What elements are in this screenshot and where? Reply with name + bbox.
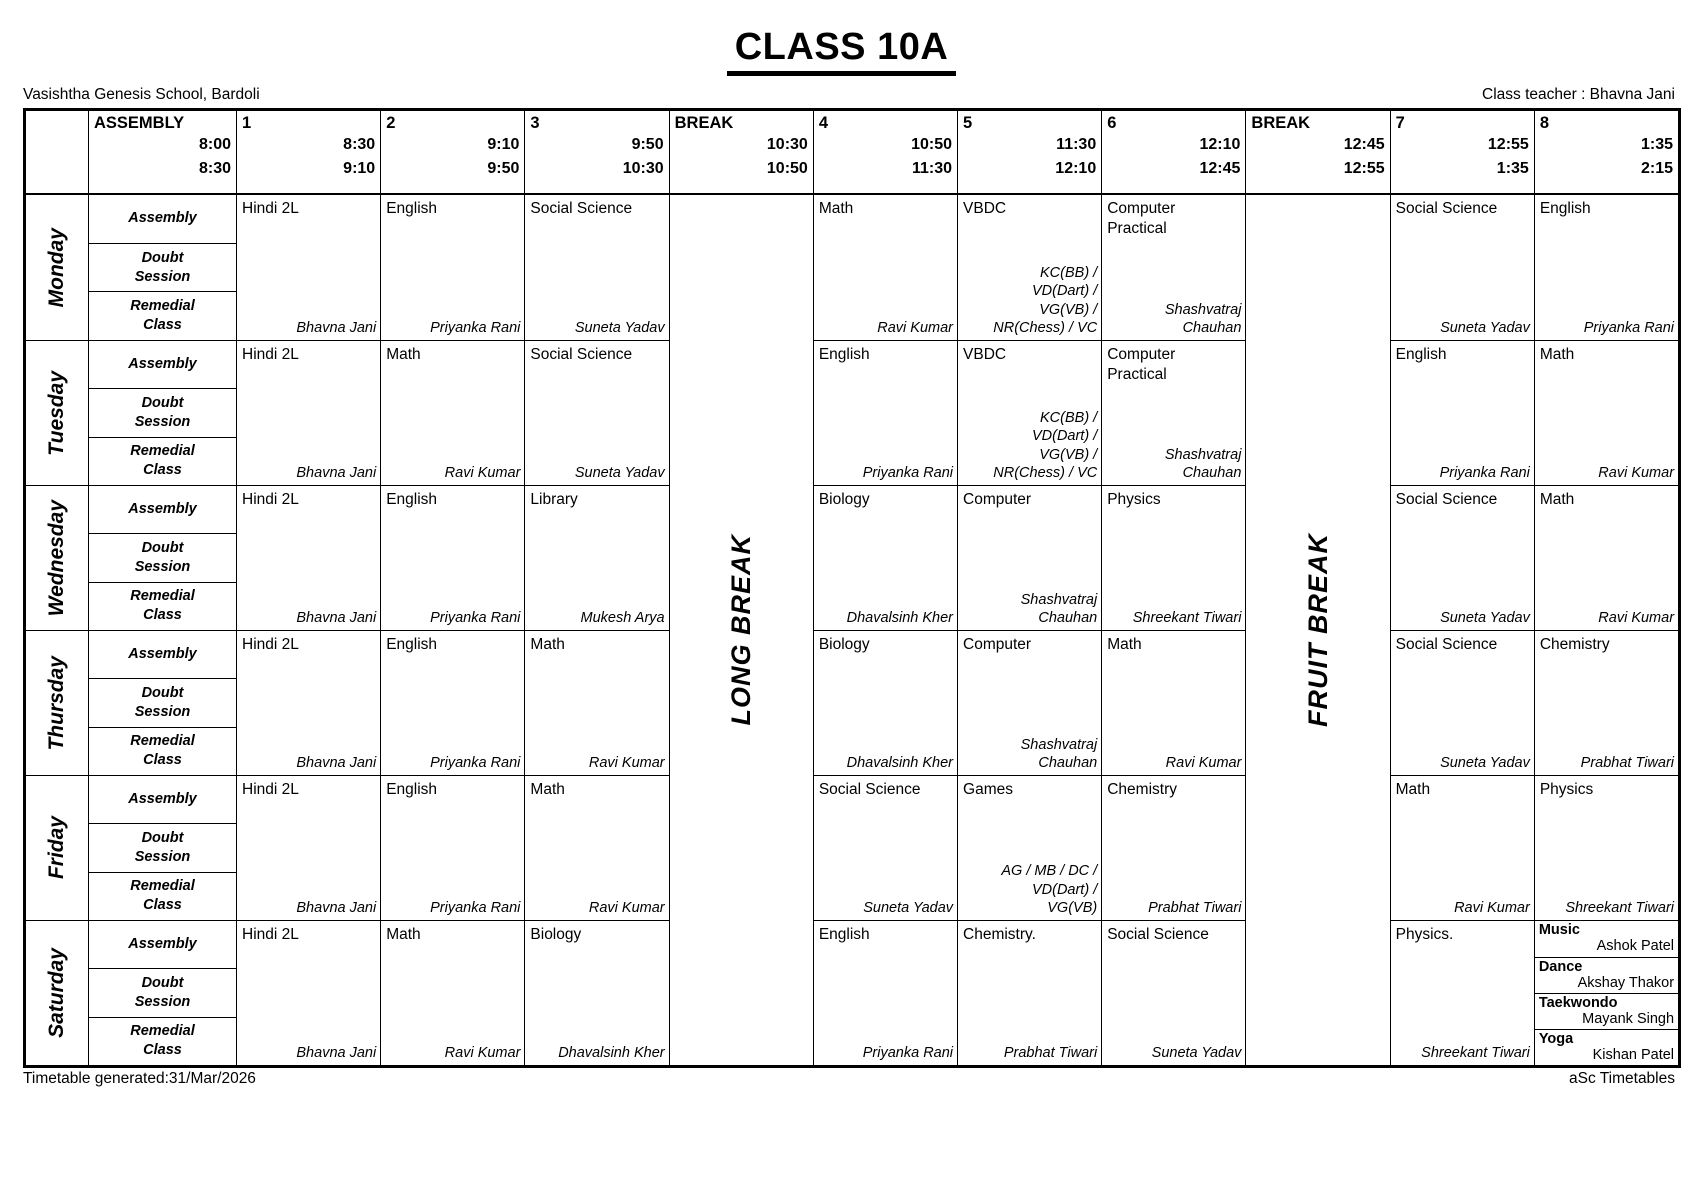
day-label-wednesday <box>26 485 88 630</box>
period-header-label: 8 <box>1539 114 1550 132</box>
assembly-row-text: Remedial Class <box>130 733 195 769</box>
timetable-table <box>23 108 1681 1068</box>
period-header-6-5 <box>957 111 1101 193</box>
activity-subject-label: Dance <box>1538 959 1583 975</box>
period-end-time: 8:30 <box>198 160 231 177</box>
period-cell-friday-8 <box>1535 775 1678 920</box>
teacher-label: Ravi Kumar <box>444 465 521 482</box>
subject-label: Games <box>963 781 1013 798</box>
teacher-label: Dhavalsinh Kher <box>846 610 954 627</box>
period-header-7-6 <box>1101 111 1245 193</box>
subject-label: Computer <box>963 491 1032 508</box>
footer-row <box>23 1070 1675 1088</box>
teacher-label: Ravi Kumar <box>877 320 954 337</box>
day-name-text: Monday <box>45 227 68 308</box>
period-cell-wednesday-2 <box>381 485 524 630</box>
assembly-group-monday <box>89 195 236 340</box>
class-teacher: Class teacher : Bhavna Jani <box>1482 86 1675 103</box>
teacher-label: Ravi Kumar <box>1598 610 1675 627</box>
teacher-label: Mukesh Arya <box>580 610 665 627</box>
period-cell-thursday-2 <box>381 630 524 775</box>
period-header-label: BREAK <box>674 114 734 132</box>
period-cell-friday-3 <box>525 775 668 920</box>
period-start-time: 9:10 <box>487 136 520 153</box>
period-header-label: 4 <box>818 114 828 132</box>
teacher-label: Ravi Kumar <box>588 755 665 772</box>
period-cell-friday-1 <box>237 775 380 920</box>
period-start-time: 12:10 <box>1199 136 1241 153</box>
teacher-label: KC(BB) / VD(Dart) / VG(VB) / NR(Chess) / VC <box>993 264 1098 337</box>
subject-label: English <box>386 781 438 798</box>
day-name-text: Tuesday <box>45 370 68 456</box>
assembly-group-thursday <box>89 630 236 775</box>
period-cell-wednesday-6 <box>1102 485 1245 630</box>
period-header-label: BREAK <box>1251 114 1311 132</box>
period-header-label: 3 <box>530 114 540 132</box>
assembly-row-text: Assembly <box>128 356 197 373</box>
period-header-label: 6 <box>1107 114 1117 132</box>
subject-label: Library <box>530 491 578 508</box>
meta-row <box>23 86 1675 104</box>
subject-label: English <box>818 346 870 363</box>
fruit-break-cell <box>1246 195 1389 1065</box>
teacher-label: Ravi Kumar <box>1598 465 1675 482</box>
activity-cell-yoga <box>1535 1029 1678 1065</box>
period-cell-tuesday-6 <box>1102 340 1245 485</box>
period-cell-tuesday-2 <box>381 340 524 485</box>
teacher-label: Suneta Yadav <box>1440 610 1530 627</box>
subject-label: Math <box>1395 781 1431 798</box>
subject-label: Biology <box>818 491 870 508</box>
period-start-time: 12:45 <box>1343 136 1385 153</box>
subject-label: English <box>386 491 438 508</box>
day-label-saturday <box>26 920 88 1065</box>
fruit-break-label: FRUIT BREAK <box>1302 533 1333 727</box>
activity-cell-dance <box>1535 957 1678 993</box>
subject-label: Math <box>1107 636 1142 653</box>
subject-label: English <box>386 200 438 217</box>
period-cell-tuesday-4 <box>814 340 957 485</box>
period-cell-tuesday-3 <box>525 340 668 485</box>
teacher-label: Suneta Yadav <box>863 900 954 917</box>
teacher-label: Priyanka Rani <box>430 610 521 627</box>
subject-label: Math <box>818 200 854 217</box>
period-column-1 <box>236 195 380 1065</box>
period-cell-wednesday-3 <box>525 485 668 630</box>
subject-label: Math <box>386 346 421 363</box>
subject-label: Social Science <box>1107 926 1209 943</box>
subject-label: English <box>818 926 870 943</box>
subject-label: Social Science <box>1395 636 1498 653</box>
period-cell-monday-6 <box>1102 195 1245 340</box>
subject-label: Math <box>386 926 421 943</box>
period-header-label: 5 <box>963 114 973 132</box>
period-end-time: 12:45 <box>1199 160 1241 177</box>
teacher-label: Ravi Kumar <box>444 1045 521 1062</box>
assembly-row-text: Remedial Class <box>130 298 195 334</box>
subject-label: Social Science <box>1395 200 1498 217</box>
teacher-label: Bhavna Jani <box>296 900 377 917</box>
assembly-row-label <box>89 582 236 630</box>
assembly-row-text: Assembly <box>128 936 197 953</box>
period-start-time: 8:30 <box>343 136 376 153</box>
day-label-thursday <box>26 630 88 775</box>
subject-label: Hindi 2L <box>242 346 299 363</box>
subject-label: Biology <box>530 926 582 943</box>
activity-cell-music <box>1535 921 1678 957</box>
assembly-row-label <box>89 341 236 388</box>
activity-teacher-label: Ashok Patel <box>1596 938 1675 954</box>
teacher-label: Dhavalsinh Kher <box>558 1045 665 1062</box>
page-title: CLASS 10A <box>727 26 957 76</box>
subject-label: VBDC <box>963 200 1007 217</box>
teacher-label: Suneta Yadav <box>1151 1045 1242 1062</box>
subject-label: Social Science <box>1395 491 1498 508</box>
period-cell-wednesday-7 <box>1391 485 1534 630</box>
teacher-label: Priyanka Rani <box>1439 465 1530 482</box>
activity-cell-taekwondo <box>1535 993 1678 1029</box>
subject-label: Computer Practical <box>1107 346 1176 384</box>
teacher-label: Bhavna Jani <box>296 755 377 772</box>
period-cell-monday-3 <box>525 195 668 340</box>
period-start-time: 9:50 <box>631 136 664 153</box>
teacher-label: Dhavalsinh Kher <box>846 755 954 772</box>
period-end-time: 10:50 <box>766 160 808 177</box>
period-cell-saturday-2 <box>381 920 524 1065</box>
period-cell-thursday-7 <box>1391 630 1534 775</box>
period-cell-saturday-1 <box>237 920 380 1065</box>
assembly-row-label <box>89 776 236 823</box>
period-column-5 <box>957 195 1101 1065</box>
assembly-group-friday <box>89 775 236 920</box>
period-cell-thursday-3 <box>525 630 668 775</box>
subject-label: Physics. <box>1395 926 1454 943</box>
teacher-label: Shreekant Tiwari <box>1421 1045 1530 1062</box>
subject-label: Chemistry <box>1539 636 1610 653</box>
teacher-label: Ravi Kumar <box>588 900 665 917</box>
activity-teacher-label: Akshay Thakor <box>1577 975 1675 991</box>
activity-teacher-label: Mayank Singh <box>1582 1011 1675 1027</box>
subject-label: Math <box>530 636 565 653</box>
activity-subject-label: Yoga <box>1538 1031 1574 1047</box>
subject-label: English <box>1395 346 1447 363</box>
period-end-time: 9:50 <box>487 160 520 177</box>
period-cell-saturday-3 <box>525 920 668 1065</box>
period-column-3 <box>524 195 668 1065</box>
period-cell-wednesday-1 <box>237 485 380 630</box>
period-header-2-2 <box>380 111 524 193</box>
subject-label: Hindi 2L <box>242 926 299 943</box>
period-cell-wednesday-4 <box>814 485 957 630</box>
subject-label: Social Science <box>530 200 633 217</box>
assembly-group-wednesday <box>89 485 236 630</box>
period-header-label: 2 <box>386 114 396 132</box>
teacher-label: Suneta Yadav <box>574 465 665 482</box>
period-header-9-7 <box>1390 111 1534 193</box>
subject-label: Hindi 2L <box>242 491 299 508</box>
period-start-time: 8:00 <box>198 136 231 153</box>
period-header-5-4 <box>813 111 957 193</box>
long-break-column <box>669 195 813 1065</box>
assembly-column <box>88 195 236 1065</box>
period-cell-tuesday-5 <box>958 340 1101 485</box>
period-cell-friday-6 <box>1102 775 1245 920</box>
period-header-label: 7 <box>1395 114 1405 132</box>
period-column-8 <box>1534 195 1678 1065</box>
subject-label: Biology <box>818 636 870 653</box>
period-cell-wednesday-8 <box>1535 485 1678 630</box>
assembly-row-text: Remedial Class <box>130 443 195 479</box>
period-cell-monday-2 <box>381 195 524 340</box>
period-cell-thursday-6 <box>1102 630 1245 775</box>
period-cell-thursday-4 <box>814 630 957 775</box>
teacher-label: Bhavna Jani <box>296 320 377 337</box>
period-cell-monday-1 <box>237 195 380 340</box>
period-cell-saturday-5 <box>958 920 1101 1065</box>
assembly-row-text: Remedial Class <box>130 878 195 914</box>
teacher-label: Priyanka Rani <box>1583 320 1675 337</box>
period-end-time: 10:30 <box>622 160 664 177</box>
activity-teacher-label: Kishan Patel <box>1592 1047 1675 1063</box>
teacher-label: Shashvatraj Chauhan <box>1020 736 1098 772</box>
teacher-label: Priyanka Rani <box>430 320 521 337</box>
brand-label: aSc Timetables <box>1569 1070 1675 1087</box>
day-label-friday <box>26 775 88 920</box>
period-cell-friday-7 <box>1391 775 1534 920</box>
generated-timestamp: Timetable generated:31/Mar/2026 <box>23 1070 256 1087</box>
teacher-label: Shashvatraj Chauhan <box>1164 446 1242 482</box>
period-cell-saturday-4 <box>814 920 957 1065</box>
period-start-time: 10:30 <box>766 136 808 153</box>
teacher-label: Priyanka Rani <box>862 465 954 482</box>
period-cell-friday-4 <box>814 775 957 920</box>
school-name: Vasishtha Genesis School, Bardoli <box>23 86 260 103</box>
assembly-row-label <box>89 533 236 581</box>
subject-label: Hindi 2L <box>242 200 299 217</box>
teacher-label: Prabhat Tiwari <box>1003 1045 1098 1062</box>
day-name-text: Thursday <box>45 655 68 751</box>
subject-label: Math <box>1539 491 1575 508</box>
assembly-row-text: Assembly <box>128 791 197 808</box>
day-name-text: Saturday <box>45 948 68 1038</box>
assembly-row-text: Doubt Session <box>134 975 191 1010</box>
assembly-row-label <box>89 437 236 485</box>
teacher-label: Shashvatraj Chauhan <box>1020 591 1098 627</box>
teacher-label: Shreekant Tiwari <box>1132 610 1242 627</box>
subject-label: Social Science <box>530 346 633 363</box>
assembly-row-label <box>89 195 236 243</box>
teacher-label: KC(BB) / VD(Dart) / VG(VB) / NR(Chess) / VC <box>993 409 1098 482</box>
subject-label: Physics <box>1539 781 1594 798</box>
period-cell-thursday-8 <box>1535 630 1678 775</box>
teacher-label: Priyanka Rani <box>430 755 521 772</box>
assembly-row-label <box>89 678 236 726</box>
period-cell-saturday-7 <box>1391 920 1534 1065</box>
assembly-row-label <box>89 243 236 292</box>
period-header-1-1 <box>236 111 380 193</box>
period-cell-saturday-8 <box>1535 920 1678 1065</box>
day-column <box>26 195 88 1065</box>
teacher-label: Ravi Kumar <box>1165 755 1242 772</box>
period-cell-tuesday-1 <box>237 340 380 485</box>
period-cell-tuesday-7 <box>1391 340 1534 485</box>
assembly-row-label <box>89 921 236 968</box>
subject-label: Math <box>1539 346 1575 363</box>
period-cell-wednesday-5 <box>958 485 1101 630</box>
period-start-time: 10:50 <box>911 136 953 153</box>
period-start-time: 12:55 <box>1487 136 1529 153</box>
assembly-row-label <box>89 823 236 871</box>
period-cell-friday-5 <box>958 775 1101 920</box>
assembly-row-label <box>89 388 236 436</box>
assembly-row-label <box>89 968 236 1016</box>
teacher-label: Prabhat Tiwari <box>1148 900 1242 917</box>
long-break-cell <box>670 195 813 1065</box>
subject-label: Chemistry. <box>963 926 1036 943</box>
assembly-row-text: Assembly <box>128 210 197 227</box>
period-start-time: 1:35 <box>1641 136 1674 153</box>
teacher-label: Prabhat Tiwari <box>1580 755 1675 772</box>
day-label-tuesday <box>26 340 88 485</box>
activity-subject-label: Taekwondo <box>1538 995 1618 1011</box>
period-cell-monday-5 <box>958 195 1101 340</box>
timetable-body <box>26 195 1678 1065</box>
teacher-label: Shashvatraj Chauhan <box>1164 301 1242 337</box>
assembly-row-text: Remedial Class <box>130 588 195 624</box>
period-column-4 <box>813 195 957 1065</box>
period-cell-friday-2 <box>381 775 524 920</box>
period-cell-monday-8 <box>1535 195 1678 340</box>
teacher-label: Bhavna Jani <box>296 610 377 627</box>
teacher-label: Priyanka Rani <box>862 1045 954 1062</box>
teacher-label: Ravi Kumar <box>1454 900 1530 917</box>
period-column-7 <box>1390 195 1534 1065</box>
subject-label: English <box>1539 200 1591 217</box>
period-cell-thursday-5 <box>958 630 1101 775</box>
day-name-text: Friday <box>45 816 68 880</box>
subject-label: English <box>386 636 438 653</box>
period-header-8-break <box>1245 111 1389 193</box>
assembly-row-label <box>89 727 236 775</box>
long-break-label: LONG BREAK <box>725 534 756 726</box>
assembly-row-text: Doubt Session <box>134 395 191 430</box>
period-header-label: ASSEMBLY <box>94 114 185 132</box>
teacher-label: Shreekant Tiwari <box>1565 900 1675 917</box>
period-end-time: 9:10 <box>343 160 376 177</box>
assembly-row-text: Doubt Session <box>134 830 191 865</box>
day-label-monday <box>26 195 88 340</box>
period-start-time: 11:30 <box>1056 136 1097 153</box>
assembly-row-label <box>89 291 236 340</box>
period-header-0-assembly <box>88 111 236 193</box>
activity-subject-label: Music <box>1538 922 1580 938</box>
subject-label: Social Science <box>818 781 921 798</box>
assembly-row-text: Assembly <box>128 646 197 663</box>
period-cell-saturday-6 <box>1102 920 1245 1065</box>
teacher-label: AG / MB / DC / VD(Dart) / VG(VB) <box>1001 863 1098 917</box>
period-header-3-3 <box>524 111 668 193</box>
assembly-row-text: Assembly <box>128 501 197 518</box>
assembly-row-label <box>89 631 236 678</box>
period-header-4-break <box>669 111 813 193</box>
period-end-time: 12:10 <box>1055 160 1097 177</box>
assembly-row-text: Doubt Session <box>134 540 191 575</box>
fruit-break-column <box>1245 195 1389 1065</box>
period-end-time: 12:55 <box>1343 160 1385 177</box>
period-cell-monday-7 <box>1391 195 1534 340</box>
period-column-6 <box>1101 195 1245 1065</box>
period-cell-tuesday-8 <box>1535 340 1678 485</box>
assembly-row-text: Remedial Class <box>130 1023 195 1059</box>
teacher-label: Suneta Yadav <box>1440 320 1530 337</box>
assembly-row-label <box>89 486 236 533</box>
timetable-header-row <box>26 111 1678 195</box>
day-column-header <box>26 111 88 193</box>
assembly-group-saturday <box>89 920 236 1065</box>
teacher-label: Suneta Yadav <box>1440 755 1530 772</box>
teacher-label: Bhavna Jani <box>296 465 377 482</box>
subject-label: Hindi 2L <box>242 636 299 653</box>
day-name-text: Wednesday <box>45 499 68 617</box>
assembly-group-tuesday <box>89 340 236 485</box>
subject-label: Hindi 2L <box>242 781 299 798</box>
teacher-label: Suneta Yadav <box>574 320 665 337</box>
period-end-time: 1:35 <box>1496 160 1529 177</box>
period-column-2 <box>380 195 524 1065</box>
subject-label: VBDC <box>963 346 1007 363</box>
period-header-10-8 <box>1534 111 1678 193</box>
subject-label: Computer Practical <box>1107 200 1176 238</box>
period-end-time: 11:30 <box>911 160 953 177</box>
subject-label: Math <box>530 781 565 798</box>
teacher-label: Bhavna Jani <box>296 1045 377 1062</box>
subject-label: Computer <box>963 636 1032 653</box>
period-header-label: 1 <box>242 114 252 132</box>
assembly-row-text: Doubt Session <box>134 249 191 285</box>
teacher-label: Priyanka Rani <box>430 900 521 917</box>
assembly-row-label <box>89 872 236 920</box>
subject-label: Chemistry <box>1107 781 1177 798</box>
period-end-time: 2:15 <box>1641 160 1674 177</box>
page-title-row <box>0 26 1683 76</box>
period-cell-thursday-1 <box>237 630 380 775</box>
period-cell-monday-4 <box>814 195 957 340</box>
assembly-row-label <box>89 1017 236 1065</box>
subject-label: Physics <box>1107 491 1161 508</box>
assembly-row-text: Doubt Session <box>134 685 191 720</box>
